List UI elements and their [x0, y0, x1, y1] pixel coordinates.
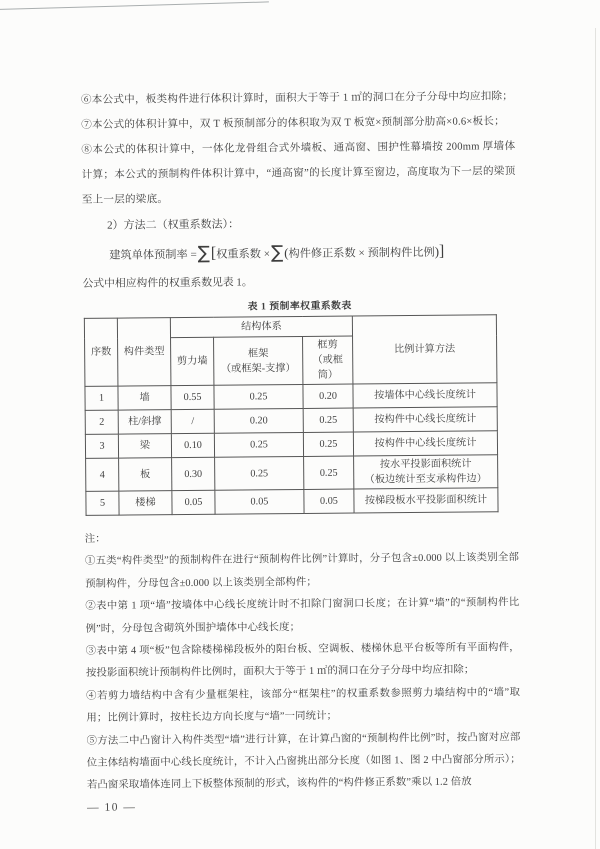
- method-two-heading: 2）方法二（权重系数法）：: [106, 218, 240, 232]
- header-frame-shear: [303, 336, 353, 384]
- cell-type: 板: [119, 458, 172, 491]
- cell-shear-wall: 0.55: [171, 385, 214, 409]
- cell-method-line1: 按水平投影面积统计: [379, 458, 472, 471]
- header-frame: [214, 336, 303, 385]
- cell-seq: 3: [85, 434, 118, 458]
- cell-frame-shear: 0.25: [303, 432, 353, 456]
- bracket-open: [: [210, 244, 217, 262]
- cell-method: [354, 455, 498, 489]
- header-frame-shear-line2: （或框筒）: [312, 354, 344, 381]
- cell-frame: 0.25: [214, 432, 303, 457]
- sigma-outer: ∑: [197, 242, 210, 264]
- note-5: ⑤方法二中凸窗计入构件类型“墙”进行计算，在计算凸窗的“预制构件比例”时，按凸窗对应部位主体结构墙面中心线长度统计，不计入凸窗挑出部分长度（如图 1、图 2 中凸窗部分所示）；若凸窗采取墙体连同上下板整体预制的形式，该构件的“构件修正系数”乘以 1.2 倍放: [86, 731, 521, 792]
- cell-method-line2: （板边统计至支承构件边）: [364, 473, 487, 486]
- table-title: 表 1 预制率权重系数表: [247, 300, 352, 313]
- note-1: ①五类“构件类型”的预制构件在进行“预制构件比例”计算时，分子包含±0.000 以上该类别全部预制构件，分母包含±0.000 以上该类别全部构件；: [84, 552, 520, 590]
- formula-lhs: 建筑单体预制率 =: [109, 248, 197, 262]
- cell-frame: 0.25: [215, 456, 304, 490]
- paren-close: ): [434, 243, 440, 259]
- cell-seq: 5: [86, 491, 119, 515]
- header-frame-line1: 框架: [247, 347, 269, 359]
- cell-method: 按墙体中心线长度统计: [353, 383, 497, 408]
- note-2: ②表中第 1 项“墙”按墙体中心线长度统计时不扣除门窗洞口长度；在计算“墙”的“预制构件比例”时，分母包含砌筑外围护墙体中心线长度；: [85, 597, 520, 635]
- cell-type: 梁: [118, 434, 171, 458]
- bracket-close: ]: [438, 242, 445, 260]
- sigma-inner: ∑: [270, 241, 284, 263]
- scan-edge-right-artifact: [595, 28, 596, 849]
- header-frame-shear-line1: 框剪: [317, 339, 338, 351]
- volume-note-8: ⑧本公式的体积计算中，一体化龙骨组合式外墙板、通高窗、围护性幕墙按 200mm 厚墙体计算；本公式的预制构件体积计算中，“通高窗”的长度计算至窗边，高度取为下一层的梁顶至上一层的梁底。: [81, 141, 516, 206]
- table-row: [86, 488, 498, 516]
- cell-method: 按构件中心线长度统计: [353, 407, 497, 432]
- table-row: [85, 407, 497, 435]
- cell-shear-wall: /: [171, 409, 214, 433]
- table-header-row-1: [84, 315, 496, 339]
- table-row: [85, 431, 497, 459]
- prefab-rate-formula: [82, 235, 516, 270]
- cell-shear-wall: 0.30: [172, 457, 215, 490]
- table-row: [86, 455, 498, 492]
- cell-frame-shear: 0.25: [304, 456, 354, 489]
- page-content: [81, 84, 521, 814]
- cell-type: 柱/斜撑: [118, 410, 171, 434]
- paren-open: (: [284, 245, 289, 261]
- cell-seq: 4: [86, 458, 119, 491]
- cell-type: 墙: [118, 386, 171, 410]
- scan-edge-top-artifact: [0, 1, 269, 10]
- cell-method: 按构件中心线长度统计: [353, 431, 497, 456]
- table-row: [85, 383, 497, 411]
- cell-frame: 0.25: [214, 384, 303, 409]
- cell-frame: 0.05: [215, 489, 304, 514]
- notes-label: 注：: [84, 533, 106, 545]
- weight-coefficient-table: [84, 314, 499, 516]
- header-seq: 序数: [84, 318, 118, 386]
- header-shear-wall: 剪力墙: [171, 337, 214, 385]
- note-3: ③表中第 4 项“板”包含除楼梯梯段板外的阳台板、空调板、楼梯休息平台板等所有平面构件，按投影面积统计预制构件比例时，面积大于等于 1 ㎡的洞口在分子分母中均应扣除；: [85, 642, 520, 680]
- cell-frame-shear: 0.25: [303, 408, 353, 432]
- cell-frame: 0.20: [214, 408, 303, 433]
- cell-method: 按梯段板水平投影面积统计: [354, 488, 498, 513]
- formula-inner-term: 构件修正系数 × 预制构件比例: [288, 246, 435, 260]
- cell-frame-shear: 0.20: [303, 384, 353, 408]
- cell-seq: 1: [85, 386, 118, 410]
- formula-weight-term: 权重系数 ×: [216, 247, 271, 261]
- page-number: — 10 —: [87, 801, 137, 814]
- table-reference-text: 公式中相应构件的权重系数见表 1。: [82, 276, 253, 290]
- header-component-type: 构件类型: [117, 318, 171, 386]
- table-notes: [85, 525, 521, 798]
- cell-shear-wall: 0.10: [171, 433, 214, 457]
- header-frame-line2: （或框架-支撑）: [220, 362, 296, 375]
- header-method: 比例计算方法: [352, 315, 497, 384]
- cell-shear-wall: 0.05: [172, 490, 215, 514]
- cell-seq: 2: [85, 410, 118, 434]
- volume-note-6: ⑥本公式中，板类构件进行体积计算时，面积大于等于 1 ㎡的洞口在分子分母中均应扣除；: [80, 91, 514, 106]
- note-4: ④若剪力墙结构中含有少量框架柱，该部分“框架柱”的权重系数参照剪力墙结构中的“墙”取用；比例计算时，按柱长边方向长度与“墙”一同统计；: [86, 686, 521, 725]
- cell-frame-shear: 0.05: [304, 489, 354, 513]
- cell-type: 楼梯: [119, 491, 172, 515]
- header-structure-system: 结构体系: [170, 316, 352, 338]
- volume-note-7: ⑦本公式的体积计算中，双 T 板预制部分的体积取为双 T 板宽×预制部分肋高×0.6×板长；: [81, 116, 505, 131]
